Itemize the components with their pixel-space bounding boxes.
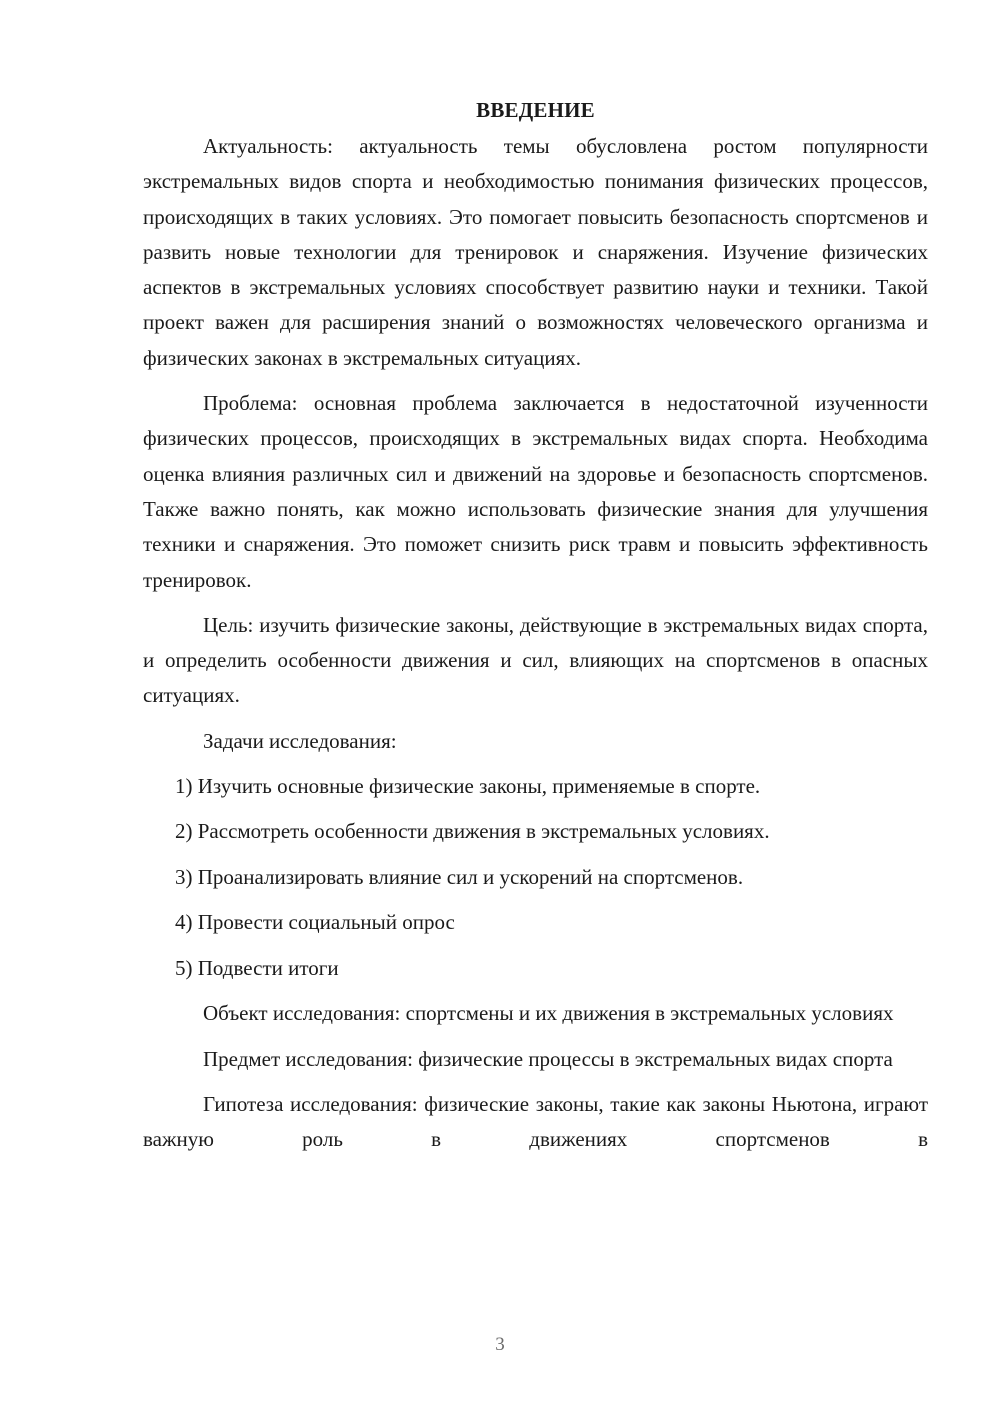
list-item: 3) Проанализировать влияние сил и ускорений на спортсменов. bbox=[175, 864, 744, 889]
list-item: 2) Рассмотреть особенности движения в экстремальных условиях. bbox=[175, 819, 770, 844]
list-item: 5) Подвести итоги bbox=[175, 955, 339, 980]
paragraph-goal: Цель: изучить физические законы, действующие в экстремальных видах спорта, и определить особенности движения и сил, влияющих на спортсменов в опасных ситуациях. bbox=[143, 612, 928, 708]
list-item: 4) Провести социальный опрос bbox=[175, 910, 455, 935]
paragraph-object: Объект исследования: спортсмены и их движения в экстремальных условиях bbox=[203, 1001, 894, 1026]
task-list bbox=[143, 769, 928, 986]
list-item: 1) Изучить основные физические законы, применяемые в спорте. bbox=[175, 773, 761, 798]
tasks-heading: Задачи исследования: bbox=[203, 728, 397, 753]
paragraph-subject: Предмет исследования: физические процессы в экстремальных видах спорта bbox=[203, 1046, 893, 1071]
paragraph-hypothesis: Гипотеза исследования: физические законы, такие как законы Ньютона, играют важную роль в движениях спортсменов в bbox=[143, 1091, 928, 1152]
page-title: ВВЕДЕНИЕ bbox=[476, 98, 595, 122]
document-page bbox=[143, 95, 928, 1167]
paragraph-relevance: Актуальность: актуальность темы обусловлена ростом популярности экстремальных видов спорта и необходимостью понимания физических процессов, происходящих в таких условиях. Это помогает повысить безопасность спортсменов и развить новые технологии для тренировок и снаряжения. Изучение физических аспектов в экстремальных условиях способствует развитию науки и техники. Такой проект важен для расширения знаний о возможностях человеческого организма и физических законах в экстремальных ситуациях. bbox=[143, 134, 928, 370]
page-number: 3 bbox=[495, 1334, 505, 1355]
paragraph-problem: Проблема: основная проблема заключается в недостаточной изученности физических процессов, происходящих в экстремальных видах спорта. Необходима оценка влияния различных сил и движений на здоровье и безопасность спортсменов. Также важно понять, как можно использовать физические знания для улучшения техники и снаряжения. Это поможет снизить риск травм и повысить эффективность тренировок. bbox=[143, 391, 928, 592]
